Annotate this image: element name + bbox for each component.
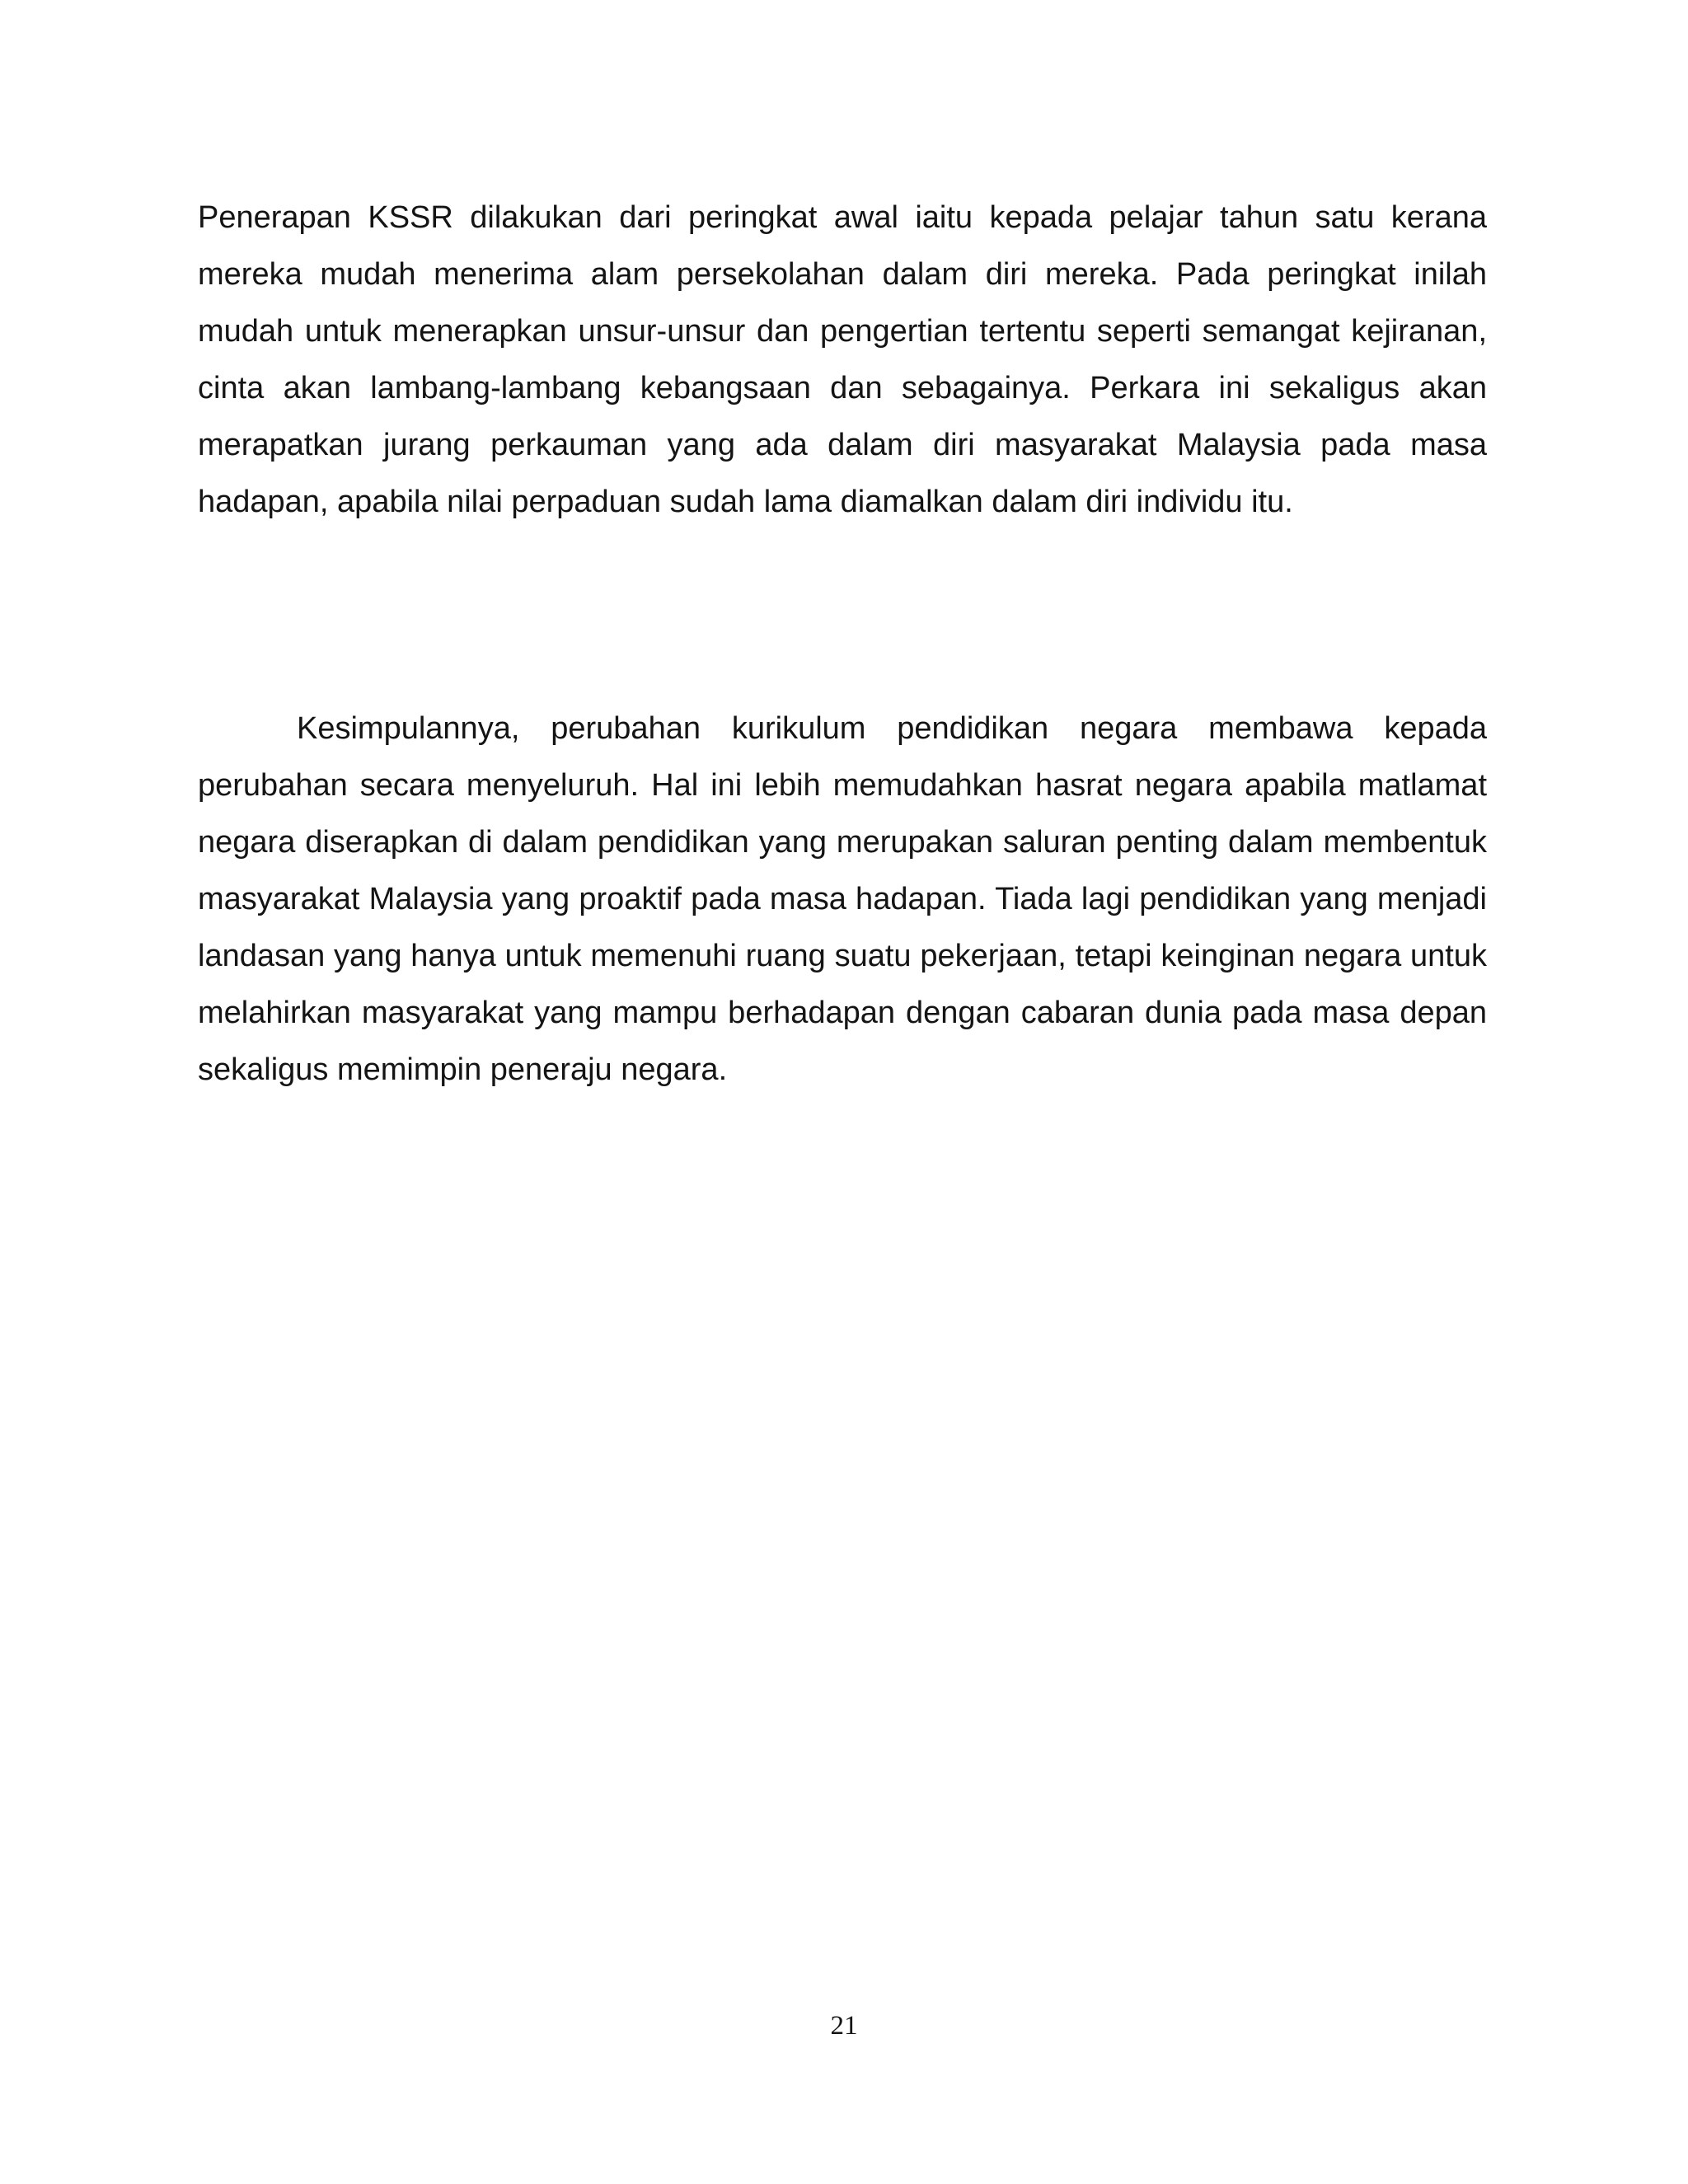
paragraph-kssr: Penerapan KSSR dilakukan dari peringkat awal iaitu kepada pelajar tahun satu kerana mereka mudah menerima alam persekolahan dalam diri mereka. Pada peringkat inilah mudah untuk menerapkan unsur-unsur dan pengertian tertentu seperti semangat kejiranan, cinta akan lambang-lambang kebangsaan dan sebagainya. Perkara ini sekaligus akan merapatkan jurang perkauman yang ada dalam diri masyarakat Malaysia pada masa hadapan, apabila nilai perpaduan sudah lama diamalkan dalam diri individu itu. [198,200,1487,519]
page-number: 21 [830,2011,858,2041]
paragraph-conclusion: Kesimpulannya, perubahan kurikulum pendidikan negara membawa kepada perubahan secara menyeluruh. Hal ini lebih memudahkan hasrat negara apabila matlamat negara diserapkan di dalam pendidikan yang merupakan saluran penting dalam membentuk masyarakat Malaysia yang proaktif pada masa hadapan. Tiada lagi pendidikan yang menjadi landasan yang hanya untuk memenuhi ruang suatu pekerjaan, tetapi keinginan negara untuk melahirkan masyarakat yang mampu berhadapan dengan cabaran dunia pada masa depan sekaligus memimpin peneraju negara. [198,711,1487,1087]
